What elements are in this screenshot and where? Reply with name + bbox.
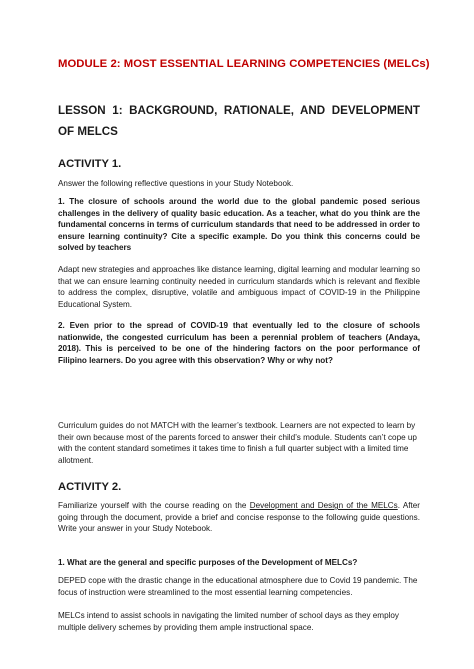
activity-2-instruction (58, 500, 420, 535)
activity-2-answer-1: DEPED cope with the drastic change in the educational atmosphere due to Covid 19 pandemic. The focus of instruction were streamlined to the most essential learning competencies. (58, 576, 418, 597)
activity-1-answer-2: Curriculum guides do not MATCH with the learner’s textbook. Learners are not expected to learn by their own because most of the parents forced to answer their child’s module. Students can’t cope up with the content standard sometimes it takes time to finish a full quarter subject with a limited time allotment. (58, 421, 417, 465)
activity-2-heading: ACTIVITY 2. (58, 481, 122, 493)
lesson-title: LESSON 1: BACKGROUND, RATIONALE, AND DEVELOPMENT OF MELCS (58, 104, 420, 138)
activity-2-answer-2: MELCs intend to assist schools in navigating the limited number of school days as they employ multiple delivery schemes by providing them ample instructional space. (58, 611, 399, 632)
activity-1-question-2: 2. Even prior to the spread of COVID-19 that eventually led to the closure of schools nationwide, the congested curriculum has been a perennial problem of teachers (Andaya, 2018). This is perceived to be one of the hindering factors on the poor performance of Filipino learners. Do you agree with this observation? Why or why not? (58, 321, 420, 365)
activity-1-question-1: 1. The closure of schools around the world due to the global pandemic posed serious challenges in the delivery of quality basic education. As a teacher, what do you think are the fundamental concerns in terms of curriculum standards that need to be addressed in order to ensure learning continuity? Cite a specific example. Do you think this concerns could be solved by teachers (58, 197, 420, 252)
instruction-text-end: . After going through the document, provide a brief and concise response to the following guide questions. Write your answer in your Study Notebook. (58, 501, 420, 533)
module-title: MODULE 2: MOST ESSENTIAL LEARNING COMPETENCIES (MELCs) (58, 58, 430, 70)
instruction-text-start: Familiarize yourself with the course reading on the (58, 501, 250, 510)
activity-1-answer-1: Adapt new strategies and approaches like distance learning, digital learning and modular learning so that we can ensure learning continuity needed in curriculum standards which is relevant and flexible to address the complex, disruptive, volatile and ambiguous impact of COVID-19 in the Philippine Educational System. (58, 265, 420, 309)
activity-1-heading: ACTIVITY 1. (58, 158, 122, 170)
activity-2-question-1: 1. What are the general and specific purposes of the Development of MELCs? (58, 558, 358, 567)
course-reading-link[interactable]: Development and Design of the MELCs (249, 501, 398, 510)
activity-1-instruction: Answer the following reflective questions in your Study Notebook. (58, 179, 294, 188)
